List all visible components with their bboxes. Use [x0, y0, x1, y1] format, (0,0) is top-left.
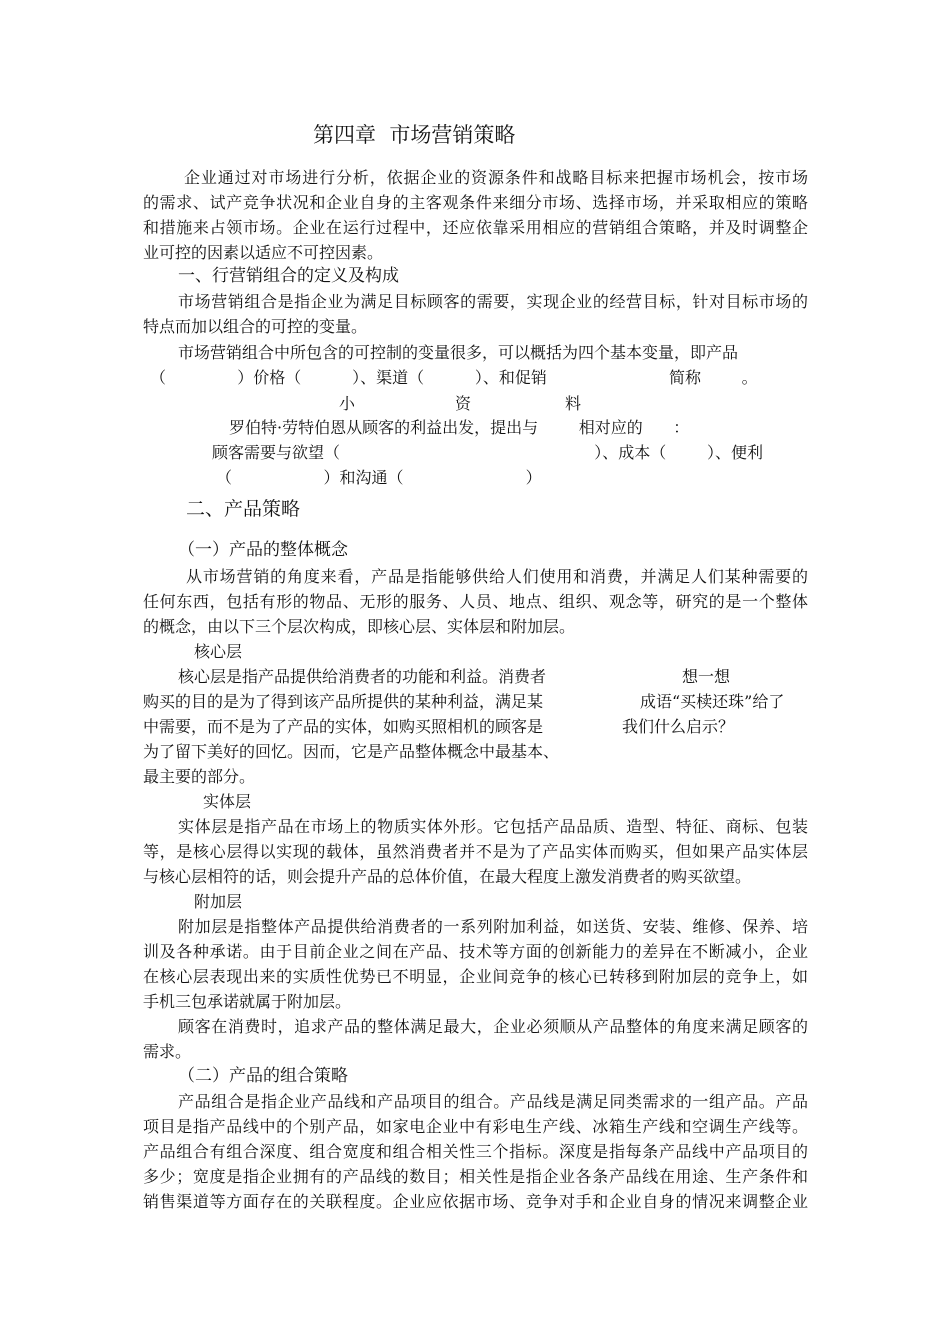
intro-line-3: 和措施来占领市场。企业在运行过程中，还应依靠采用相应的营销组合策略，并及时调整企	[143, 218, 808, 237]
core-para-line-2: 购买的目的是为了得到该产品所提供的某种利益，满足某	[143, 692, 544, 711]
extra-para-line-2: 训及各种承诺。由于目前企业之间在产品、技术等方面的创新能力的差异在不断减小，企业	[143, 942, 808, 961]
sub1-para-line-3: 的概念，由以下三个层次构成，即核心层、实体层和附加层。	[143, 617, 576, 636]
intro-line-2: 的需求、试产竞争状况和企业自身的主客观条件来细分市场、选择市场，并采取相应的策略	[143, 193, 808, 212]
side-box-char-1: 小	[339, 394, 356, 413]
entity-layer-heading: 实体层	[203, 792, 252, 811]
section1-heading: 一、行营销组合的定义及构成	[178, 266, 399, 286]
think-box-title: 想一想	[682, 667, 731, 686]
sub1-para-line-1: 从市场营销的角度来看，产品是指能够供给人们使用和消费，并满足人们某种需要的	[186, 567, 808, 586]
entity-para-line-1: 实体层是指产品在市场上的物质实体外形。它包括产品品质、造型、特征、商标、包装	[178, 817, 808, 836]
fill-blank-line-4p: （ ）价格（ ）、渠道（ ）、和促销 简称 。	[150, 368, 758, 387]
lauterborn-line: 罗伯特·劳特伯恩从顾客的利益出发，提出与 相对应的 ：	[229, 418, 690, 437]
chapter-title: 第四章 市场营销策略	[313, 123, 516, 147]
fill-blank-line-4c-1: 顾客需要与欲望（ ）、成本（ ）、便利	[212, 443, 763, 462]
summary-para-line-1: 顾客在消费时，追求产品的整体满足最大，企业必须顺从产品整体的角度来满足顾客的	[178, 1017, 808, 1036]
entity-para-line-3: 与核心层相符的话，则会提升产品的总体价值，在最大程度上激发消费者的购买欲望。	[143, 867, 752, 886]
sub2-para-line-1: 产品组合是指企业产品线和产品项目的组合。产品线是满足同类需求的一组产品。产品	[178, 1092, 808, 1111]
sub1-para-line-2: 任何东西，包括有形的物品、无形的服务、人员、地点、组织、观念等，研究的是一个整体	[143, 592, 808, 611]
section2-sub1-heading: （一）产品的整体概念	[178, 540, 348, 560]
think-box-line-1: 成语“买椟还珠”给了	[640, 692, 785, 711]
sub2-para-line-5: 销售渠道等方面存在的关联程度。企业应依据市场、竞争对手和企业自身的情况来调整企业	[143, 1192, 808, 1211]
side-box-char-2: 资	[455, 394, 472, 413]
sub2-para-line-4: 多少；宽度是指企业拥有的产品线的数目；相关性是指企业各条产品线在用途、生产条件和	[143, 1167, 808, 1186]
side-box-char-3: 料	[565, 394, 582, 413]
fill-blank-line-4c-2: （ ）和沟通（ ）	[216, 468, 542, 487]
entity-para-line-2: 等，是核心层得以实现的载体，虽然消费者并不是为了产品实体而购买，但如果产品实体层	[143, 842, 808, 861]
core-para-line-4: 为了留下美好的回忆。因而，它是产品整体概念中最基本、	[143, 742, 560, 761]
extra-para-line-1: 附加层是指整体产品提供给消费者的一系列附加利益，如送货、安装、维修、保养、培	[178, 917, 808, 936]
intro-line-4: 业可控的因素以适应不可控因素。	[143, 243, 384, 262]
section1-para2-line-1: 市场营销组合中所包含的可控制的变量很多，可以概括为四个基本变量，即产品	[178, 343, 739, 362]
intro-line-1: 企业通过对市场进行分析，依据企业的资源条件和战略目标来把握市场机会，按市场	[184, 168, 808, 187]
core-para-line-3: 中需要，而不是为了产品的实体，如购买照相机的顾客是	[143, 717, 544, 736]
core-layer-heading: 核心层	[194, 642, 243, 661]
extra-para-line-4: 手机三包承诺就属于附加层。	[143, 992, 352, 1011]
core-para-line-1: 核心层是指产品提供给消费者的功能和利益。消费者	[178, 667, 547, 686]
extra-layer-heading: 附加层	[194, 892, 243, 911]
extra-para-line-3: 在核心层表现出来的实质性优势已不明显，企业间竞争的核心已转移到附加层的竞争上，如	[143, 967, 808, 986]
sub2-para-line-3: 产品组合有组合深度、组合宽度和组合相关性三个指标。深度是指每条产品线中产品项目的	[143, 1142, 808, 1161]
section2-sub2-heading: （二）产品的组合策略	[178, 1066, 348, 1086]
sub2-para-line-2: 项目是指产品线中的个别产品，如家电企业中有彩电生产线、冰箱生产线和空调生产线等。	[143, 1117, 808, 1136]
section1-para1-line-1: 市场营销组合是指企业为满足目标顾客的需要，实现企业的经营目标，针对目标市场的	[178, 292, 808, 311]
summary-para-line-2: 需求。	[143, 1042, 192, 1061]
section1-para1-line-2: 特点而加以组合的可控的变量。	[143, 317, 368, 336]
core-para-line-5: 最主要的部分。	[143, 767, 256, 786]
section2-heading: 二、产品策略	[186, 498, 301, 520]
think-box-line-2: 我们什么启示？	[622, 717, 735, 736]
